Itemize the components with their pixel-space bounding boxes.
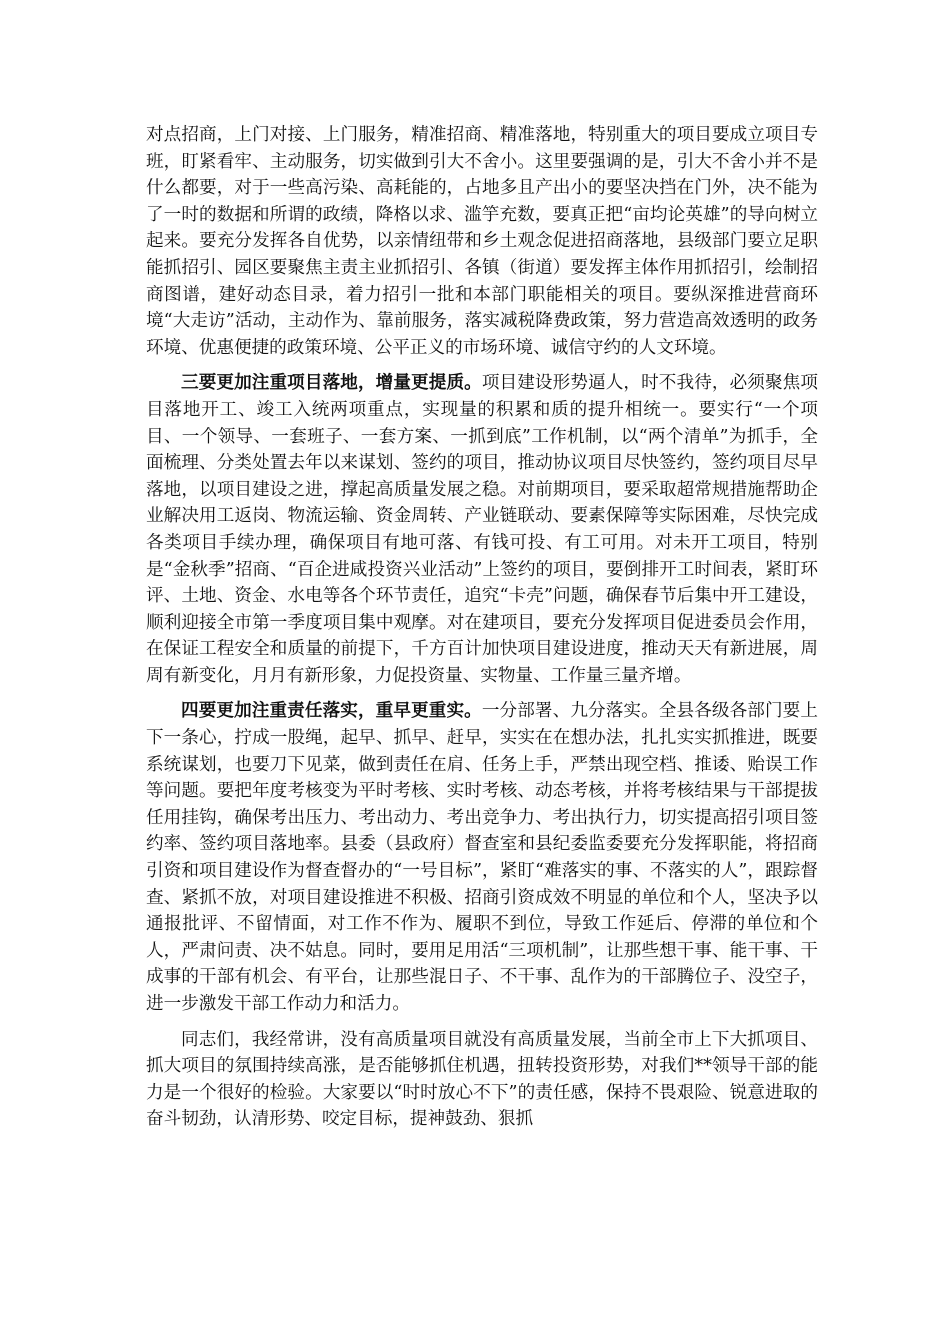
paragraph-project-landing	[146, 370, 818, 689]
paragraph-heading: 四要更加注重责任落实，重早更重实。	[181, 700, 482, 722]
document-page	[146, 122, 818, 1133]
paragraph-heading: 三要更加注重项目落地，增量更提质。	[181, 372, 482, 394]
paragraph-responsibility	[146, 698, 818, 1017]
paragraph-text: 项目建设形势逼人，时不我待，必须聚焦项目落地开工、竣工入统两项重点，实现量的积累和质的提升相统一。要实行“一个项目、一个领导、一套班子、一套方案、一抓到底”工作机制，以“两个清单”为抓手，全面梳理、分类处置去年以来谋划、签约的项目，推动协议项目尽快签约，签约项目尽早落地，以项目建设之进，撑起高质量发展之稳。对前期项目，要采取超常规措施帮助企业解决用工返岗、物流运输、资金周转、产业链联动、要素保障等实际困难，尽快完成各类项目手续办理，确保项目有地可落、有钱可投、有工可用。对未开工项目，特别是“金秋季”招商、“百企进咸投资兴业活动”上签约的项目，要倒排开工时间表，紧盯环评、土地、资金、水电等各个环节责任，追究“卡壳”问题，确保春节后集中开工建设，顺利迎接全市第一季度项目集中观摩。对在建项目，要充分发挥项目促进委员会作用，在保证工程安全和质量的前提下，千方百计加快项目建设进度，推动天天有新进展，周周有新变化，月月有新形象，力促投资量、实物量、工作量三量齐增。	[146, 373, 818, 686]
paragraph-investment-attraction	[146, 122, 818, 361]
paragraph-text: 一分部署、九分落实。全县各级各部门要上下一条心，拧成一股绳，起早、抓早、赶早，实实在在想办法，扎扎实实抓推进，既要系统谋划，也要刀下见菜，做到责任在肩、任务上手，严禁出现空档、推诿、贻误工作等问题。要把年度考核变为平时考核、实时考核、动态考核，并将考核结果与干部提拔任用挂钩，确保考出压力、考出动力、考出竞争力、考出执行力，切实提高招引项目签约率、签约项目落地率。县委（县政府）督查室和县纪委监委要充分发挥职能，将招商引资和项目建设作为督查督办的“一号目标”，紧盯“难落实的事、不落实的人”，跟踪督查、紧抓不放，对项目建设推进不积极、招商引资成效不明显的单位和个人，坚决予以通报批评、不留情面，对工作不作为、履职不到位，导致工作延后、停滞的单位和个人，严肃问责、决不姑息。同时，要用足用活“三项机制”，让那些想干事、能干事、干成事的干部有机会、有平台，让那些混日子、不干事、乱作为的干部腾位子、没空子，进一步激发干部工作动力和活力。	[146, 701, 818, 1014]
paragraph-closing	[146, 1027, 818, 1133]
paragraph-text: 同志们，我经常讲，没有高质量项目就没有高质量发展，当前全市上下大抓项目、抓大项目的氛围持续高涨，是否能够抓住机遇，扭转投资形势，对我们**领导干部的能力是一个很好的检验。大家要以“时时放心不下”的责任感，保持不畏艰险、锐意进取的奋斗韧劲，认清形势、咬定目标，提神鼓劲、狠抓	[146, 1029, 818, 1130]
paragraph-text: 对点招商，上门对接、上门服务，精准招商、精准落地，特别重大的项目要成立项目专班，盯紧看牢、主动服务，切实做到引大不舍小。这里要强调的是，引大不舍小并不是什么都要，对于一些高污染、高耗能的，占地多且产出小的要坚决挡在门外，决不能为了一时的数据和所谓的政绩，降格以求、滥竽充数，要真正把“亩均论英雄”的导向树立起来。要充分发挥各自优势，以亲情纽带和乡土观念促进招商落地，县级部门要立足职能抓招引、园区要聚焦主责主业抓招引、各镇（街道）要发挥主体作用抓招引，绘制招商图谱，建好动态目录，着力招引一批和本部门职能相关的项目。要纵深推进营商环境“大走访”活动，主动作为、靠前服务，落实减税降费政策，努力营造高效透明的政务环境、优惠便捷的政策环境、公平正义的市场环境、诚信守约的人文环境。	[146, 125, 818, 358]
